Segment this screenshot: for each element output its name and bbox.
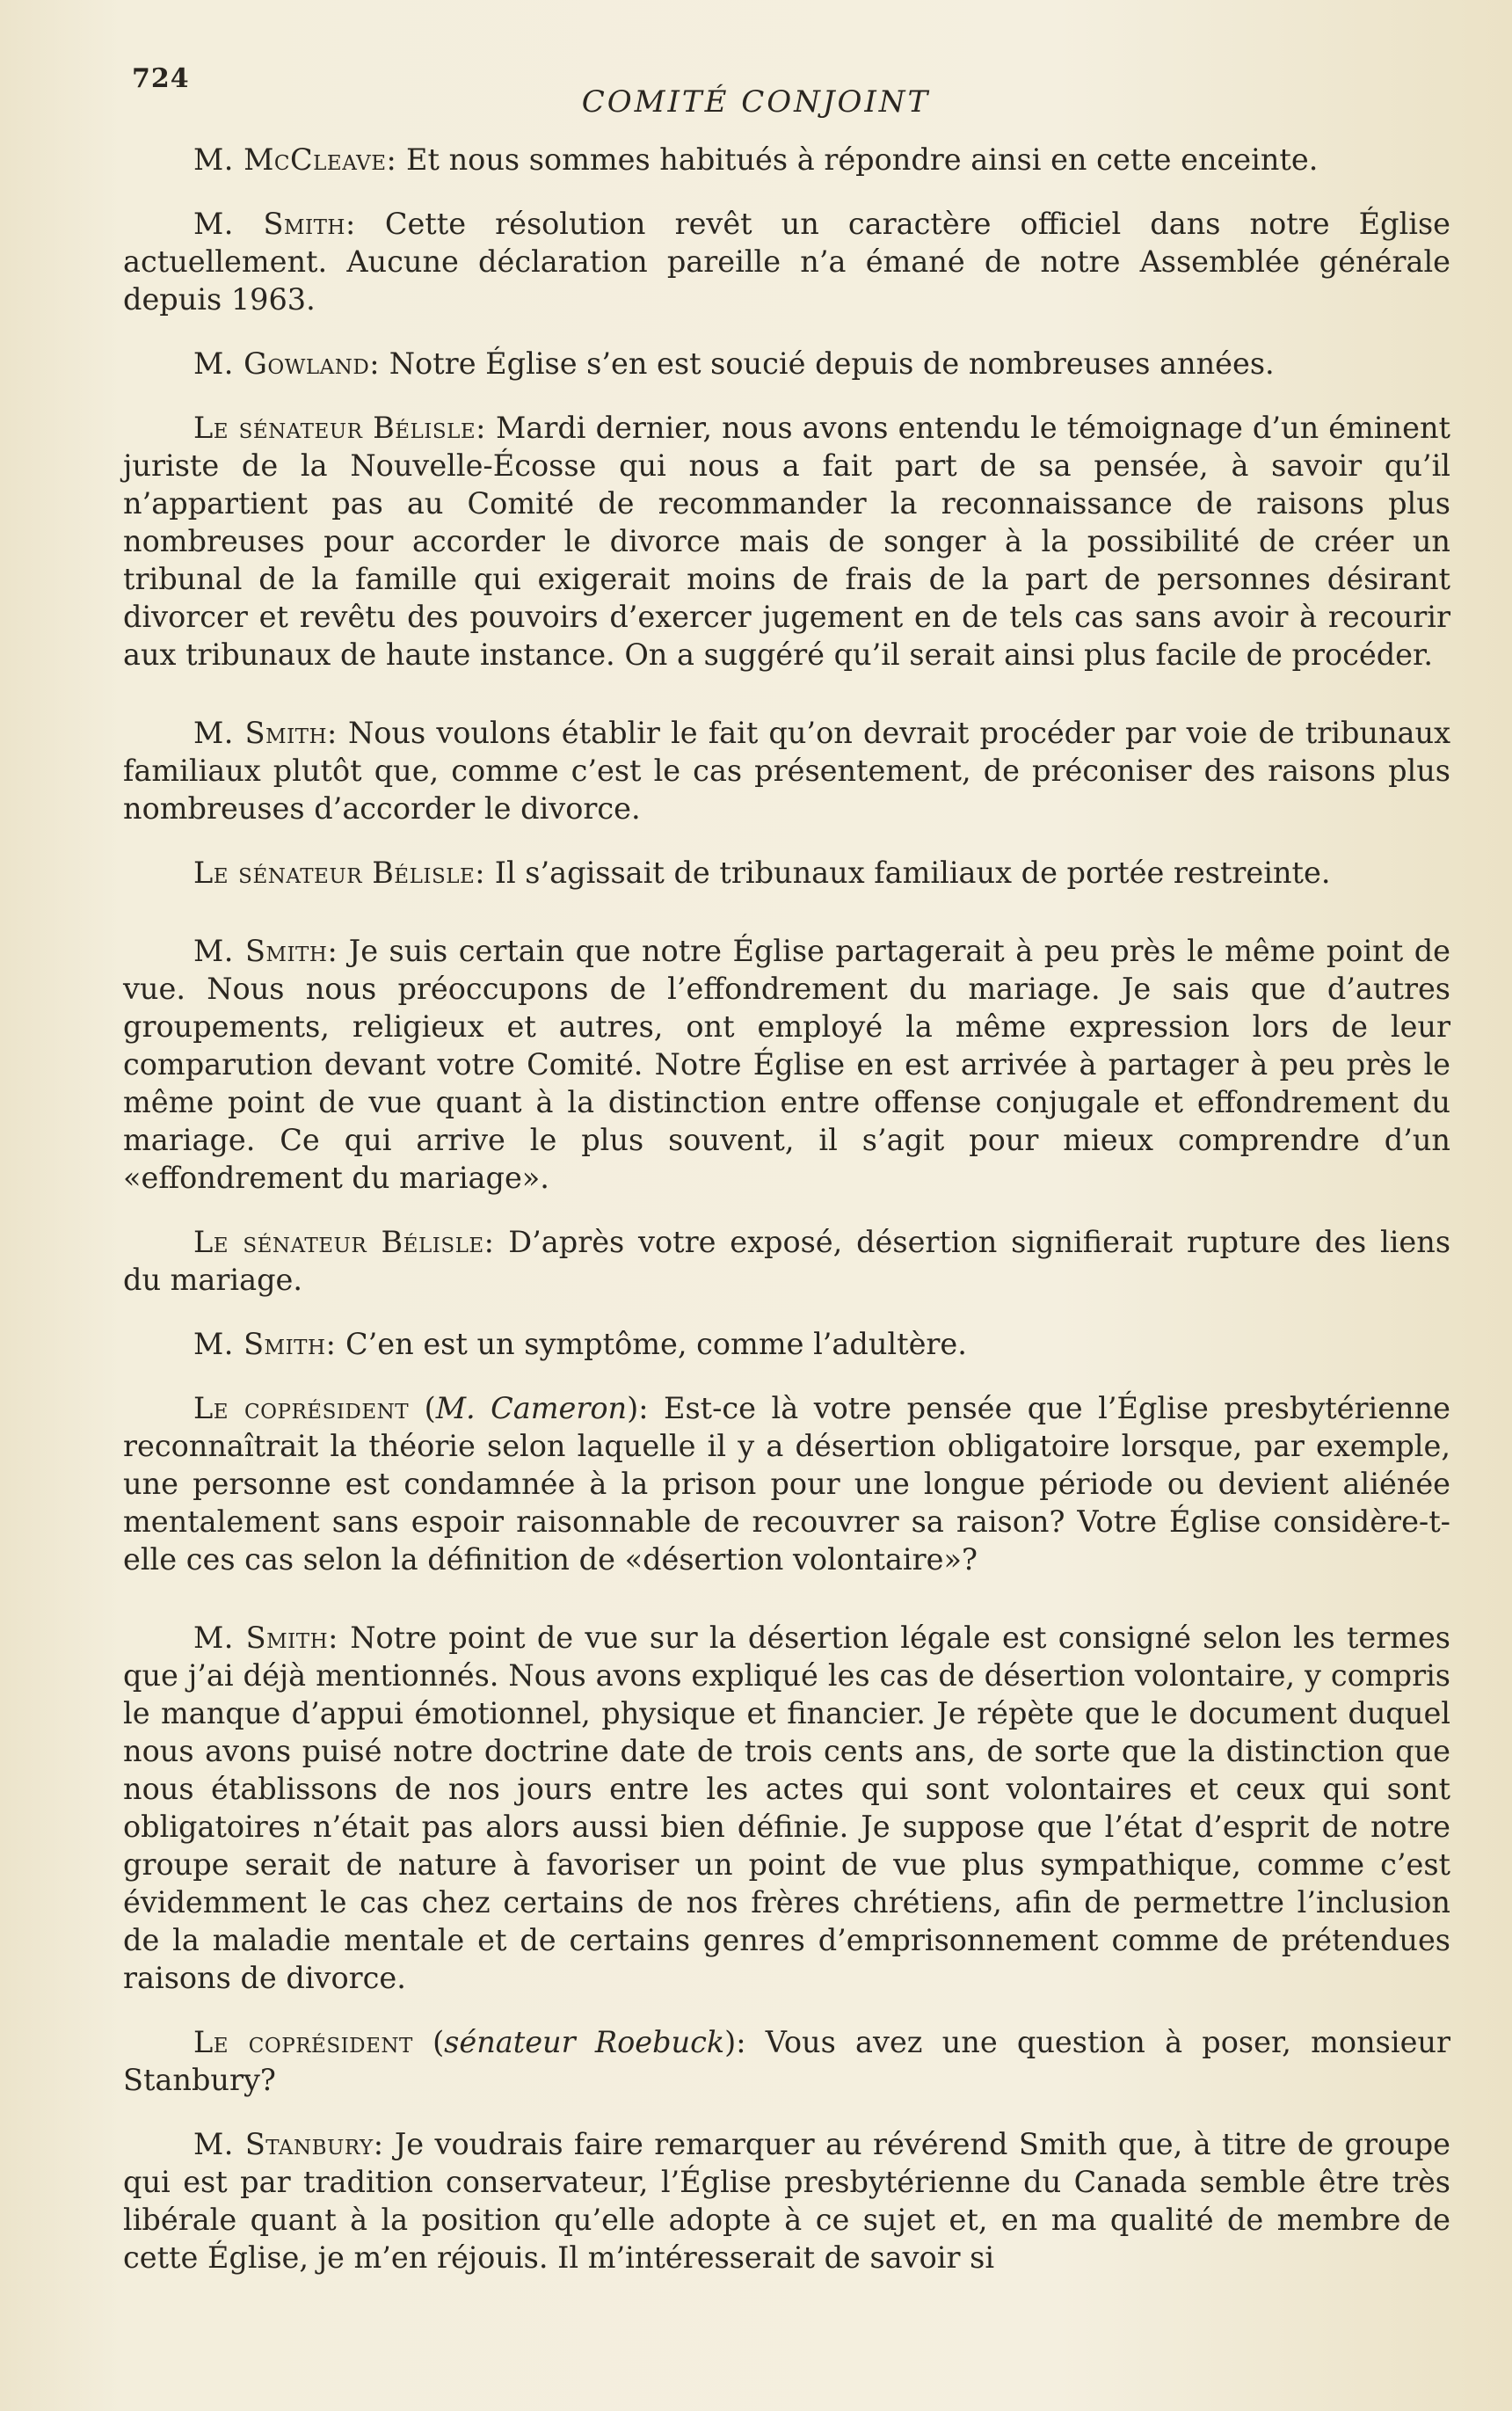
paragraph-text: Il s’agissait de tribunaux familiaux de portée restreinte.	[485, 856, 1331, 890]
paragraph-text: Je voudrais faire remarquer au révérend Smith que, à titre de groupe qui est par tradition conservateur, l’Église presbytérienne du Canada semble être très libérale quant à la position qu’elle adopte à ce sujet et, en ma qualité de membre de cette Église, je m’en réjouis. Il m’intéresserait de savoir si	[123, 2127, 1450, 2275]
body-text	[123, 141, 1450, 2303]
paragraph-text: Mardi dernier, nous avons entendu le témoignage d’un éminent juriste de la Nouvelle-Écosse qui nous a fait part de sa pensée, à savoir qu’il n’appartient pas au Comité de recommander la reconnaissance de raisons plus nombreuses pour accorder le divorce mais de songer à la possibilité de créer un tribunal de la famille qui exigerait moins de frais de la part de personnes désirant divorcer et revêtu des pouvoirs d’exercer jugement en de tels cas sans avoir à recourir aux tribunaux de haute instance. On a suggéré qu’il serait ainsi plus facile de procéder.	[123, 411, 1450, 672]
paragraph-text: : Est-ce là votre pensée que l’Église presbytérienne reconnaîtrait la théorie selon laquelle il y a désertion obligatoire lorsque, par exemple, une personne est condamnée à la prison pour une longue période ou devient aliénée mentalement sans espoir raisonnable de recouvrer sa raison? Votre Église considère-t-elle ces cas selon la définition de «désertion volontaire»?	[123, 1391, 1451, 1577]
paragraph-text: Cette résolution revêt un caractère officiel dans notre Église actuellement. Aucune déclaration pareille n’a émané de notre Assemblée générale depuis 1963.	[123, 207, 1450, 317]
speaker-name: Le coprésident	[193, 2025, 413, 2059]
speaker-name: M. Smith:	[193, 1327, 337, 1361]
paragraph	[123, 409, 1450, 674]
speaker-name: Le sénateur Bélisle:	[193, 856, 486, 890]
paragraph	[123, 714, 1450, 827]
speaker-name: M. Smith:	[193, 716, 338, 750]
page-number: 724	[132, 63, 190, 94]
paragraph	[123, 1389, 1450, 1578]
paragraph-text: Et nous sommes habitués à répondre ainsi en cette enceinte.	[396, 142, 1319, 177]
speaker-name: Le sénateur Bélisle:	[193, 1225, 495, 1259]
paragraph	[123, 2125, 1450, 2276]
speaker-name: Le coprésident	[193, 1391, 410, 1425]
paragraph-text: Notre point de vue sur la désertion légale est consigné selon les termes que j’ai déjà mentionnés. Nous avons expliqué les cas de désertion volontaire, y compris le manque d’appui émotionnel, physique et financier. Je répète que le document duquel nous avons puisé notre doctrine date de trois cents ans, de sorte que la distinction que nous établissons de nos jours entre les actes qui sont volontaires et ceux qui sont obligatoires n’était pas alors aussi bien définie. Je suppose que l’état d’esprit de notre groupe serait de nature à favoriser un point de vue plus sympathique, comme c’est évidemment le cas chez certains de nos frères chrétiens, afin de permettre l’inclusion de la maladie mentale et de certains genres d’emprisonnement comme de prétendues raisons de divorce.	[123, 1621, 1451, 1995]
speaker-name: M. Smith:	[193, 1621, 338, 1655]
speaker-name: M. McCleave:	[193, 142, 397, 177]
paragraph-text: Je suis certain que notre Église partagerait à peu près le même point de vue. Nous nous préoccupons de l’effondrement du mariage. Je sais que d’autres groupements, religieux et autres, ont employé la même expression lors de leur comparution devant votre Comité. Notre Église en est arrivée à partager à peu près le même point de vue quant à la distinction entre offense conjugale et effondrement du mariage. Ce qui arrive le plus souvent, il s’agit pour mieux comprendre d’un «effondrement du mariage».	[123, 934, 1450, 1195]
paragraph	[123, 1325, 1450, 1363]
speaker-name: M. Gowland:	[193, 346, 381, 381]
paragraph	[123, 205, 1450, 318]
paren-close: )	[627, 1391, 639, 1425]
speaker-name: M. Smith:	[193, 934, 338, 968]
speaker-name: Le sénateur Bélisle:	[193, 411, 486, 445]
paragraph-text: : Vous avez une question à poser, monsieur Stanbury?	[123, 2025, 1450, 2097]
paragraph-text: D’après votre exposé, désertion signifierait rupture des liens du mariage.	[123, 1225, 1451, 1297]
paragraph	[123, 1619, 1450, 1997]
speaker-name: M. Smith:	[193, 207, 356, 241]
paragraph	[123, 2023, 1450, 2099]
paren-close: )	[724, 2025, 737, 2059]
paragraph-text: Nous voulons établir le fait qu’on devrait procéder par voie de tribunaux familiaux plutôt que, comme c’est le cas présentement, de préconiser des raisons plus nombreuses d’accorder le divorce.	[123, 716, 1451, 826]
chair-name: M. Cameron	[435, 1391, 628, 1425]
paren-open: (	[412, 2025, 445, 2059]
paragraph	[123, 854, 1450, 892]
chair-name: sénateur Roebuck	[444, 2025, 725, 2059]
paragraph-text: C’en est un symptôme, comme l’adultère.	[336, 1327, 967, 1361]
paragraph	[123, 141, 1450, 178]
speaker-name: M. Stanbury:	[193, 2127, 384, 2161]
paragraph	[123, 1223, 1450, 1299]
paren-open: (	[409, 1391, 436, 1425]
running-head: COMITÉ CONJOINT	[581, 84, 931, 120]
paragraph	[123, 932, 1450, 1197]
paragraph-text: Notre Église s’en est soucié depuis de nombreuses années.	[380, 346, 1275, 381]
paragraph	[123, 345, 1450, 382]
